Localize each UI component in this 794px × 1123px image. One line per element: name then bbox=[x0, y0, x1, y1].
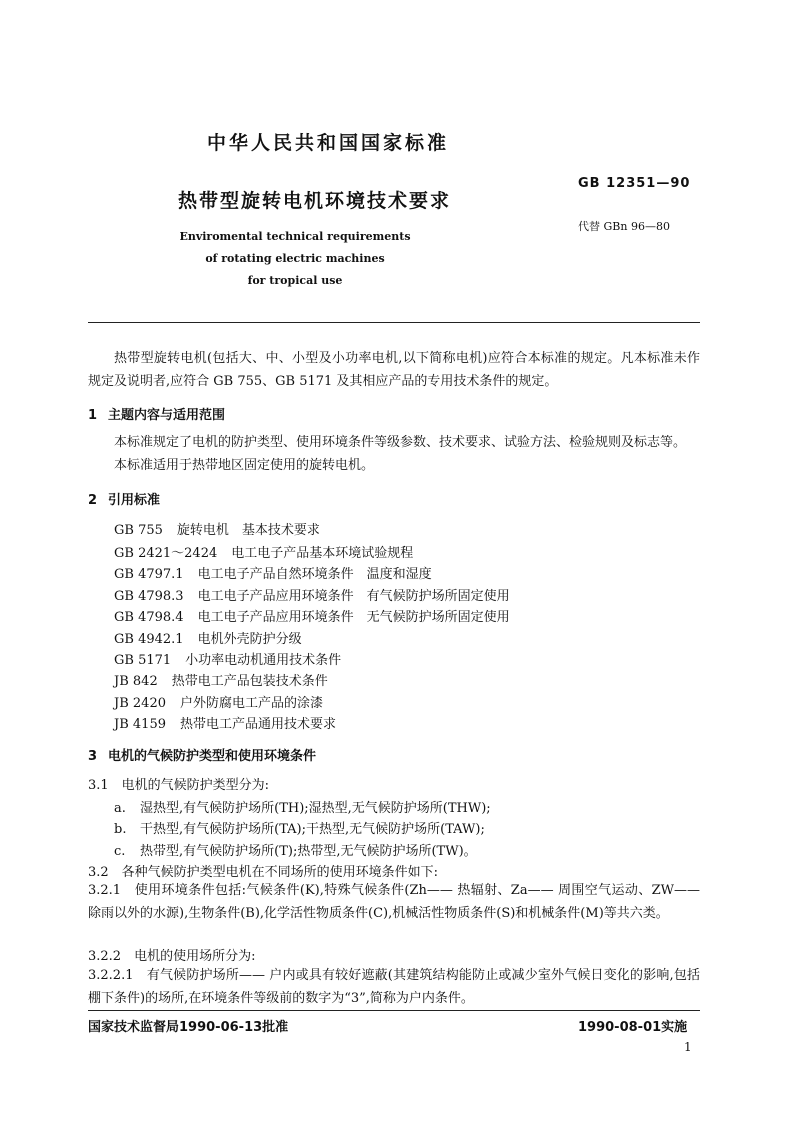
list-item bbox=[114, 818, 485, 837]
section-title: 主题内容与适用范围 bbox=[108, 408, 226, 423]
english-title-line: for tropical use bbox=[247, 274, 343, 287]
clause-3-2-2: 3.2.2 电机的使用场所分为: bbox=[88, 949, 256, 964]
section-title: 电机的气候防护类型和使用环境条件 bbox=[108, 749, 317, 764]
reference-code: GB 2421～2424 bbox=[114, 546, 218, 561]
reference-code: GB 4798.4 bbox=[114, 610, 184, 625]
section-number: 3 bbox=[88, 749, 98, 764]
reference-item bbox=[114, 606, 524, 625]
page-number: 1 bbox=[684, 1040, 692, 1054]
list-text: 湿热型,有气候防护场所(TH);湿热型,无气候防护场所(THW); bbox=[140, 801, 491, 816]
reference-code: GB 5171 bbox=[114, 653, 172, 668]
list-text: 干热型,有气候防护场所(TA);干热型,无气候防护场所(TAW); bbox=[140, 822, 485, 837]
intro-paragraph: 热带型旋转电机(包括大、中、小型及小功率电机,以下简称电机)应符合本标准的规定。凡本标准未作规定及说明者,应符合 GB 755、GB 5171 及其相应产品的专用技术条件的规定。 bbox=[88, 351, 700, 389]
list-item bbox=[114, 840, 477, 859]
clause-3-2: 3.2 各种气候防护类型电机在不同场所的使用环境条件如下: bbox=[88, 865, 439, 880]
reference-title: 电机外壳防护分级 bbox=[197, 632, 302, 647]
national-standard-heading: 中华人民共和国国家标准 bbox=[207, 132, 450, 154]
reference-code: JB 842 bbox=[114, 674, 158, 689]
english-title-line: of rotating electric machines bbox=[205, 252, 385, 265]
list-item bbox=[114, 797, 491, 816]
reference-item bbox=[114, 649, 355, 668]
section-1-paragraph: 本标准规定了电机的防护类型、使用环境条件等级参数、技术要求、试验方法、检验规则及标志等。 bbox=[114, 435, 687, 450]
reference-code: GB 755 bbox=[114, 523, 163, 538]
reference-code: GB 4942.1 bbox=[114, 632, 184, 647]
reference-item bbox=[114, 563, 446, 582]
reference-title: 旋转电机 基本技术要求 bbox=[176, 523, 320, 538]
list-marker: a. bbox=[114, 801, 126, 816]
reference-item bbox=[114, 519, 334, 538]
section-2-heading bbox=[88, 489, 160, 508]
reference-item bbox=[114, 670, 342, 689]
reference-item bbox=[114, 542, 427, 561]
footer-divider bbox=[88, 1010, 700, 1011]
section-3-heading bbox=[88, 745, 316, 764]
reference-item bbox=[114, 585, 524, 604]
section-title: 引用标准 bbox=[108, 493, 161, 508]
reference-title: 户外防腐电工产品的涂漆 bbox=[179, 696, 323, 711]
reference-item bbox=[114, 692, 337, 711]
reference-title: 电工电子产品应用环境条件 无气候防护场所固定使用 bbox=[197, 610, 510, 625]
section-number: 2 bbox=[88, 493, 98, 508]
section-number: 1 bbox=[88, 408, 98, 423]
approval-date: 国家技术监督局1990-06-13批准 bbox=[88, 1020, 289, 1035]
header-divider bbox=[88, 322, 700, 323]
clause-3-1: 3.1 电机的气候防护类型分为: bbox=[88, 778, 270, 793]
reference-title: 电工电子产品自然环境条件 温度和湿度 bbox=[197, 567, 432, 582]
effective-date: 1990-08-01实施 bbox=[578, 1020, 688, 1035]
reference-item bbox=[114, 628, 316, 647]
replaces-note: 代替 GBn 96—80 bbox=[578, 220, 670, 233]
clause-3-2-2-1: 3.2.2.1 有气候防护场所—— 户内或具有较好遮蔽(其建筑结构能防止或减少室外气候日变化的影响,包括棚下条件)的场所,在环境条件等级前的数字为“3”,简称为户内条件。 bbox=[88, 968, 700, 1006]
section-1-paragraph: 本标准适用于热带地区固定使用的旋转电机。 bbox=[114, 458, 375, 473]
reference-title: 小功率电动机通用技术条件 bbox=[185, 653, 342, 668]
reference-item bbox=[114, 713, 350, 732]
reference-code: GB 4797.1 bbox=[114, 567, 184, 582]
document-title: 热带型旋转电机环境技术要求 bbox=[178, 190, 452, 212]
reference-title: 热带电工产品通用技术要求 bbox=[179, 717, 336, 732]
reference-title: 电工电子产品基本环境试验规程 bbox=[231, 546, 414, 561]
english-title-line: Enviromental technical requirements bbox=[179, 230, 411, 243]
list-marker: c. bbox=[114, 844, 126, 859]
clause-3-2-1: 3.2.1 使用环境条件包括:气候条件(K),特殊气候条件(Zh—— 热辐射、Za—— 周围空气运动、ZW—— 除雨以外的水源),生物条件(B),化学活性物质条件(C),机械活性物质条件(S)和机械条件(M)等共六类。 bbox=[88, 883, 700, 921]
list-marker: b. bbox=[114, 822, 127, 837]
section-1-heading bbox=[88, 404, 225, 423]
reference-code: GB 4798.3 bbox=[114, 589, 184, 604]
reference-code: JB 4159 bbox=[114, 717, 166, 732]
list-text: 热带型,有气候防护场所(T);热带型,无气候防护场所(TW)。 bbox=[140, 844, 477, 859]
standard-code: GB 12351—90 bbox=[578, 176, 691, 191]
reference-code: JB 2420 bbox=[114, 696, 166, 711]
reference-title: 电工电子产品应用环境条件 有气候防护场所固定使用 bbox=[197, 589, 510, 604]
reference-title: 热带电工产品包装技术条件 bbox=[171, 674, 328, 689]
